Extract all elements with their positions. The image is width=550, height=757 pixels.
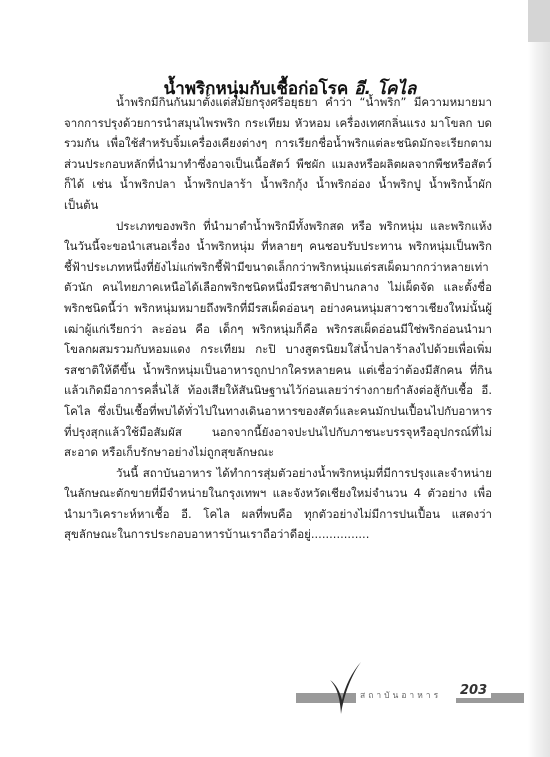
article-paragraph: ประเภทของพริก ที่นำมาตำน้ำพริกมีทั้งพริกสด หรือ พริกหนุ่ม และพริกแห้ง ในวันนี้จะขอนำเสนอเรื่อง น้ำพริกหนุ่ม ที่หลายๆ คนชอบรับประทาน พริกหนุ่มเป็นพริกชี้ฟ้าประเภทหนึ่งที่ยังไม่แก่พริกชี้ฟ้ามีขนาดเล็กกว่าพริกหนุ่มแต่รสเผ็ดมากกว่าหลายเท่าตัวนัก คนไทยภาคเหนือได้เลือกพริกชนิดหนึ่งมีรสชาติปานกลาง ไม่เผ็ดจัด และตั้งชื่อพริกชนิดนี้ว่า พริกหนุ่มหมายถึงพริกที่มีรสเผ็ดอ่อนๆ อย่างคนหนุ่มสาวชาวเชียงใหม่นั้นผู้เฒ่าผู้แก่เรียกว่า ละอ่อน คือ เด็กๆ พริกหนุ่มก็คือ พริกรสเผ็ดอ่อนมีใช่พริกอ่อนนำมาโขลกผสมรวมกับหอมแดง กระเทียม กะปิ บางสูตรนิยมใส่น้ำปลาร้าลงไปด้วยเพื่อเพิ่มรสชาติให้ดีขึ้น น้ำพริกหนุ่มเป็นอาหารถูกปากใครหลายคน แต่เชื่อว่าต้องมีสักคน ที่กินแล้วเกิดมีอาการคลื่นไส้ ท้องเสียให้สันนิษฐานไว้ก่อนเลยว่าร่างกายกำลังต่อสู้กับเชื้อ อี. โคไล ซึ่งเป็นเชื้อที่พบได้ทั่วไปในทางเดินอาหารของสัตว์และคนมักปนเปื้อนไปกับอาหารที่ปรุงสุกแล้วใช้มือสัมผัส นอกจากนี้ยังอาจปะปนไปกับภาชนะบรรจุหรืออุปกรณ์ที่ไม่สะอาด หรือเก็บรักษาอย่างไม่ถูกสุขลักษณะ [64, 218, 492, 460]
publication-label: สถาบันอาหาร [356, 686, 456, 704]
article-title-organism: อี. โคไล [354, 79, 417, 100]
page-edge-shading [528, 0, 550, 757]
article-title-text: น้ำพริกหนุ่มกับเชื้อก่อโรค [163, 79, 349, 100]
article-body [64, 92, 492, 545]
article-paragraph: วันนี้ สถาบันอาหาร ได้ทำการสุ่มตัวอย่างน้ำพริกหนุ่มที่มีการปรุงและจำหน่ายในลักษณะตักขายที่มีจำหน่ายในกรุงเทพฯ และจังหวัดเชียงใหม่จำนวน 4 ตัวอย่าง เพื่อนำมาวิเคราะห์หาเชื้อ อี. โคไล ผลที่พบคือ ทุกตัวอย่างไม่มีการปนเปื้อน แสดงว่าสุขลักษณะในการประกอบอาหารบ้านเราถือว่าดีอยู่................ [64, 465, 492, 542]
page-edge-tab [528, 0, 550, 42]
page-number: 203 [456, 683, 491, 698]
article-paragraph: น้ำพริกมีกินกันมาตั้งแต่สมัยกรุงศรีอยุธยา คำว่า “น้ำพริก” มีความหมายมาจากการปรุงด้วยการนำสมุนไพรพริก กระเทียม หัวหอม เครื่องเทศกลิ่นแรง มาโขลก บด รวมกัน เพื่อใช้สำหรับจิ้มเครื่องเคียงต่างๆ การเรียกชื่อน้ำพริกแต่ละชนิดมักจะเรียกตามส่วนประกอบหลักที่นำมาทำซึ่งอาจเป็นเนื้อสัตว์ พืชผัก แมลงหรือผลิตผลจากพืชหรือสัตว์ก็ได้ เช่น น้ำพริกปลา น้ำพริกปลาร้า น้ำพริกกุ้ง น้ำพริกอ่อง น้ำพริกปู น้ำพริกน้ำผัก เป็นต้น [64, 95, 492, 212]
